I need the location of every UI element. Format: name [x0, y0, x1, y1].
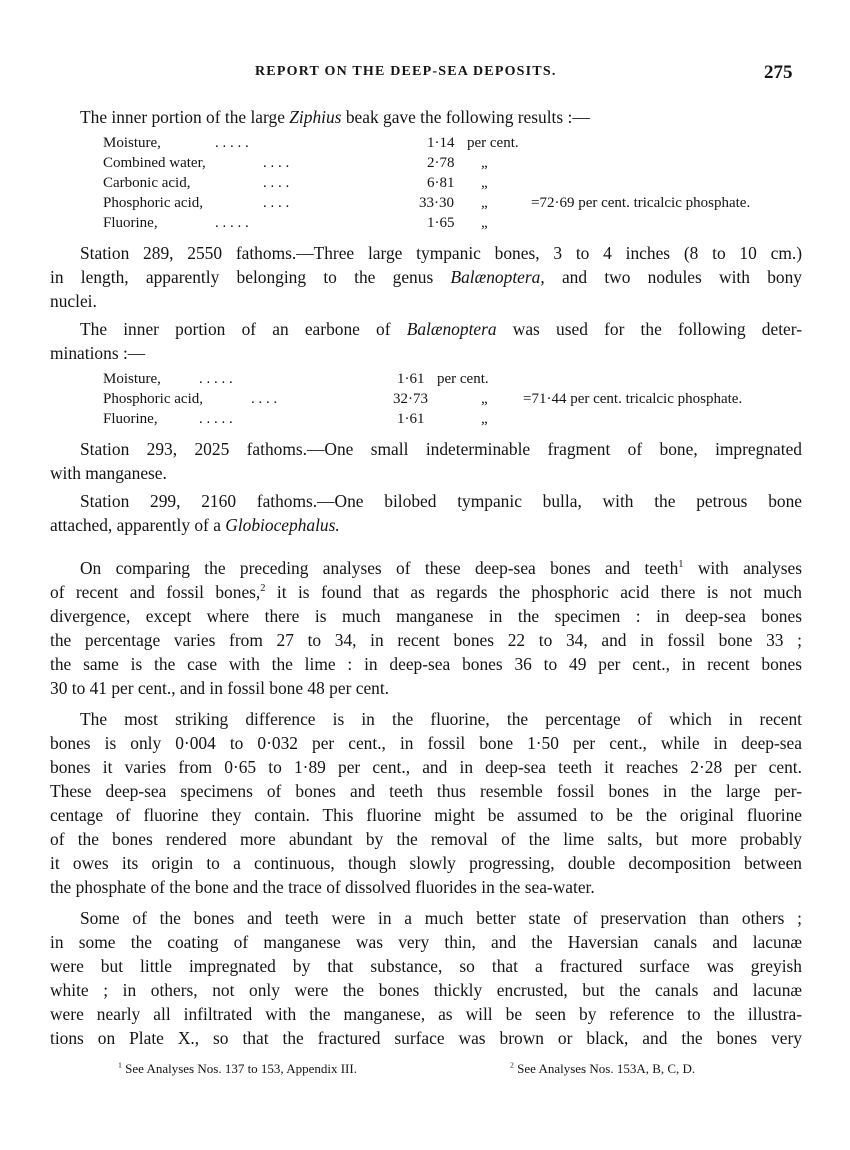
- comparing-line-5: the same is the case with the lime : in deep-sea bones 36 to 49 per cent., in recent bones: [50, 654, 802, 674]
- comparing-line-6: 30 to 41 per cent., and in fossil bone 48 per cent.: [50, 678, 390, 698]
- page-header: [0, 64, 850, 88]
- station-289-line-3: nuclei.: [50, 291, 97, 311]
- preservation-line-3: were but little impregnated by that substance, so that a fractured surface was greyish: [50, 956, 802, 976]
- genus-balaenoptera: Balænoptera,: [450, 267, 545, 287]
- table-row: Phosphoric acid, . . . . 33·30 „ =72·69 per cent. tricalcic phosphate.: [103, 195, 751, 211]
- table-row: Fluorine, . . . . . 1·65 „: [103, 215, 488, 231]
- page-number: 275: [764, 62, 793, 83]
- station-293-line-2: with manganese.: [50, 463, 167, 483]
- station-289-line-1: Station 289, 2550 fathoms.—Three large tympanic bones, 3 to 4 inches (8 to 10 cm.): [80, 243, 802, 263]
- fluorine-line-1: The most striking difference is in the fluorine, the percentage of which in recent: [80, 709, 802, 729]
- station-289-line-2: in length, apparently belonging to the genus Balænoptera, and two nodules with bony: [50, 267, 802, 287]
- preservation-line-5: were nearly all infiltrated with the manganese, as will be seen by reference to the illustra-: [50, 1004, 802, 1024]
- comparing-line-4: the percentage varies from 27 to 34, in recent bones 22 to 34, and in fossil bone 33 ;: [50, 630, 802, 650]
- station-293-line-1: Station 293, 2025 fathoms.—One small indeterminable fragment of bone, impregnated: [80, 439, 802, 459]
- fluorine-line-8: the phosphate of the bone and the trace of dissolved fluorides in the sea-water.: [50, 877, 595, 897]
- genus-globiocephalus: Globiocephalus.: [225, 515, 340, 535]
- preservation-line-2: in some the coating of manganese was very thin, and the Haversian canals and lacunæ: [50, 932, 802, 952]
- table-row: Moisture, . . . . . 1·14 per cent.: [103, 135, 519, 151]
- table-row: Phosphoric acid, . . . . 32·73 „ =71·44 per cent. tricalcic phosphate.: [103, 391, 743, 407]
- fluorine-line-5: centage of fluorine they contain. This fluorine might be assumed to be the original fluorine: [50, 805, 802, 825]
- balaenoptera-intro-line-2: minations :—: [50, 343, 146, 363]
- running-title: REPORT ON THE DEEP-SEA DEPOSITS.: [255, 64, 557, 79]
- fluorine-line-7: it owes its origin to a continuous, though slowly progressing, double decomposition between: [50, 853, 802, 873]
- genus-balaenoptera: Balænoptera: [406, 319, 497, 339]
- preservation-line-6: tions on Plate X., so that the fractured surface was brown or black, and the bones very: [50, 1028, 802, 1048]
- balaenoptera-intro-line-1: The inner portion of an earbone of Balænoptera was used for the following deter-: [80, 319, 802, 339]
- fluorine-line-2: bones is only 0·004 to 0·032 per cent., in fossil bone 1·50 per cent., while in deep-sea: [50, 733, 802, 753]
- table-row: Fluorine, . . . . . 1·61 „: [103, 411, 488, 427]
- fluorine-line-6: of the bones rendered more abundant by the removal of the lime salts, but more probably: [50, 829, 802, 849]
- comparing-line-2: of recent and fossil bones,$^2$ it is found that as regards the phosphoric acid there is not much: [50, 582, 802, 602]
- fluorine-line-3: bones it varies from 0·65 to 1·89 per cent., and in deep-sea teeth it reaches 2·28 per cent.: [50, 757, 802, 777]
- footnote-ref-2: 2: [260, 583, 266, 595]
- ziphius-intro: The inner portion of the large Ziphius beak gave the following results :—: [80, 107, 590, 127]
- preservation-line-4: white ; in others, not only were the bones thickly encrusted, but the canals and lacunæ: [50, 980, 802, 1000]
- comparing-line-1: On comparing the preceding analyses of these deep-sea bones and teeth$^1$ with analyses: [80, 558, 802, 578]
- footnote-1: $^1$ See Analyses Nos. 137 to 153, Appendix III.: [118, 1060, 357, 1076]
- station-299-line-1: Station 299, 2160 fathoms.—One bilobed tympanic bulla, with the petrous bone: [80, 491, 802, 511]
- genus-ziphius: Ziphius: [289, 107, 342, 127]
- comparing-line-3: divergence, except where there is much manganese in the specimen : in deep-sea bones: [50, 606, 802, 626]
- preservation-line-1: Some of the bones and teeth were in a much better state of preservation than others ;: [80, 908, 802, 928]
- table-row: Carbonic acid, . . . . 6·81 „: [103, 175, 488, 191]
- table-row: Moisture, . . . . . 1·61 per cent.: [103, 371, 489, 387]
- station-299-line-2: attached, apparently of a Globiocephalus.: [50, 515, 340, 535]
- fluorine-line-4: These deep-sea specimens of bones and teeth thus resemble fossil bones in the large per-: [50, 781, 802, 801]
- footnote-ref-1: 1: [678, 559, 684, 571]
- table-row: Combined water, . . . . 2·78 „: [103, 155, 488, 171]
- footnote-2: $^2$ See Analyses Nos. 153A, B, C, D.: [510, 1060, 696, 1076]
